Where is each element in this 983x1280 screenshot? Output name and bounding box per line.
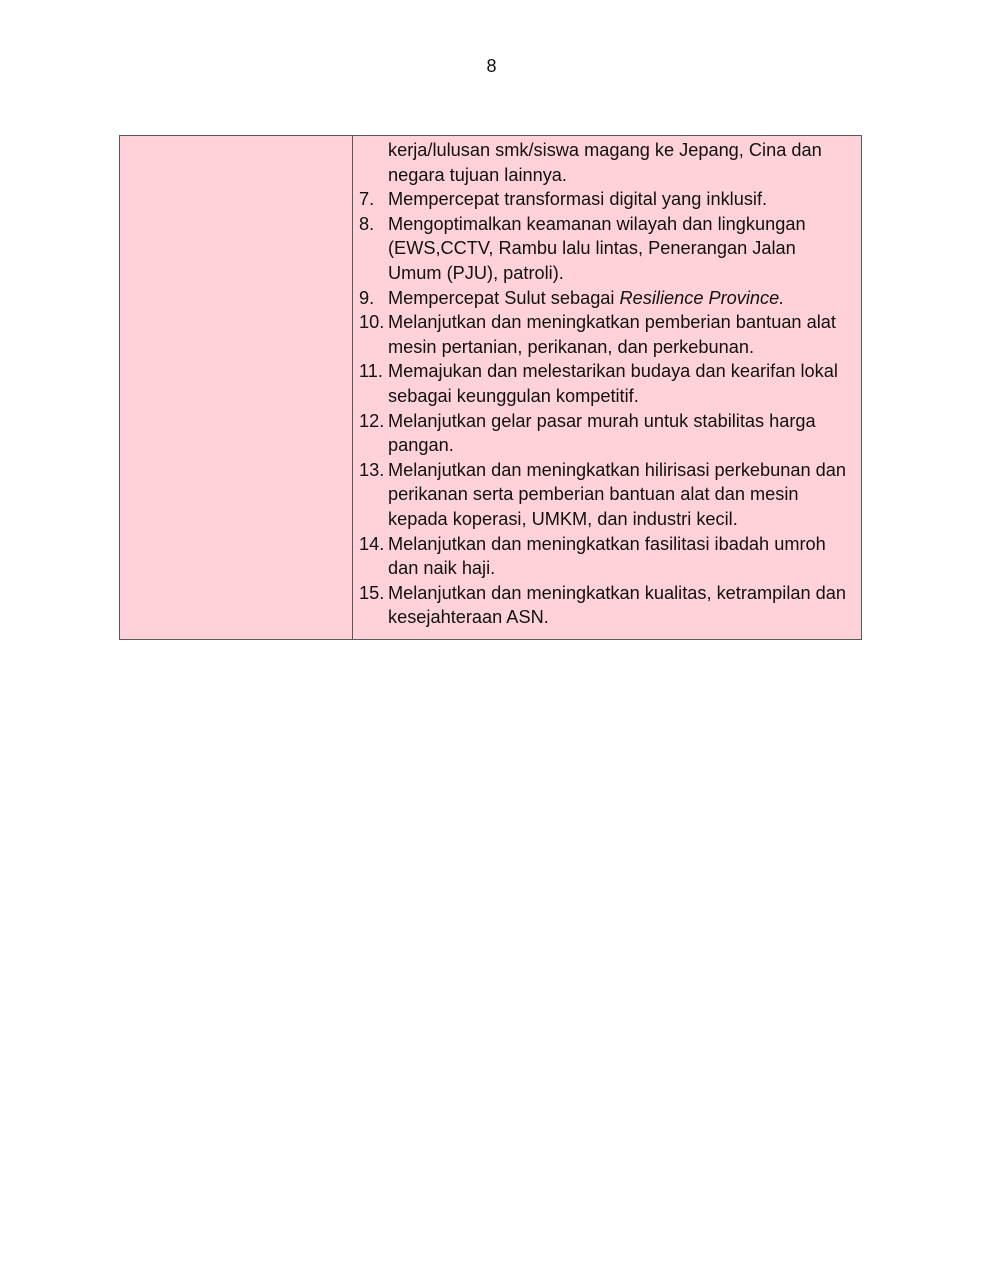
list-item-text (388, 286, 853, 311)
list-item-text: Memajukan dan melestarikan budaya dan kearifan lokal sebagai keunggulan kompetitif. (388, 361, 838, 406)
list-item-text: Melanjutkan dan meningkatkan fasilitasi ibadah umroh dan naik haji. (388, 533, 826, 579)
list-item-number: 12. (359, 410, 385, 431)
list-item-number: 10. (359, 312, 385, 333)
list-item-text: Melanjutkan dan meningkatkan pemberian bantuan alat mesin pertanian, perikanan, dan perkebunan. (388, 312, 836, 357)
list-item-text-italic: Resilience Province. (619, 287, 785, 308)
list-item-number: 8. (359, 213, 375, 234)
list-item-11 (359, 359, 853, 408)
list-item-text: Melanjutkan dan meningkatkan kualitas, ketrampilan dan kesejahteraan ASN. (388, 582, 846, 628)
list-item-text: Melanjutkan gelar pasar murah untuk stabilitas harga pangan. (388, 410, 816, 456)
list-item-number: 9. (359, 287, 375, 308)
list-item-7 (359, 187, 853, 212)
page-number: 8 (486, 56, 497, 76)
list-item-13 (359, 458, 853, 532)
list-item-number: 14. (359, 533, 385, 554)
list-item-text: Mempercepat transformasi digital yang inklusif. (388, 189, 768, 210)
list-item-12 (359, 409, 853, 458)
list-item-text: Mengoptimalkan keamanan wilayah dan lingkungan (EWS,CCTV, Rambu lalu lintas, Penerangan Jalan Umum (PJU), patroli). (388, 213, 806, 283)
continued-list-item: kerja/lulusan smk/siswa magang ke Jepang, Cina dan negara tujuan lainnya. (388, 140, 822, 185)
list-item-text-plain: Mempercepat Sulut sebagai (388, 287, 620, 308)
list-item-10 (359, 310, 853, 359)
table-right-cell (353, 136, 861, 639)
list-item-number: 13. (359, 459, 385, 480)
list-item-9 (359, 286, 853, 311)
list-item-8 (359, 212, 853, 286)
table-left-cell (120, 136, 353, 639)
list-item-text: Melanjutkan dan meningkatkan hilirisasi perkebunan dan perikanan serta pemberian bantuan alat dan mesin kepada koperasi, UMKM, dan industri kecil. (388, 459, 847, 529)
program-table (119, 135, 862, 640)
list-item-number: 11. (359, 361, 383, 382)
list-item-number: 7. (359, 189, 375, 210)
list-item-number: 15. (359, 582, 385, 603)
list-item-15 (359, 581, 853, 630)
list-item-14 (359, 532, 853, 581)
